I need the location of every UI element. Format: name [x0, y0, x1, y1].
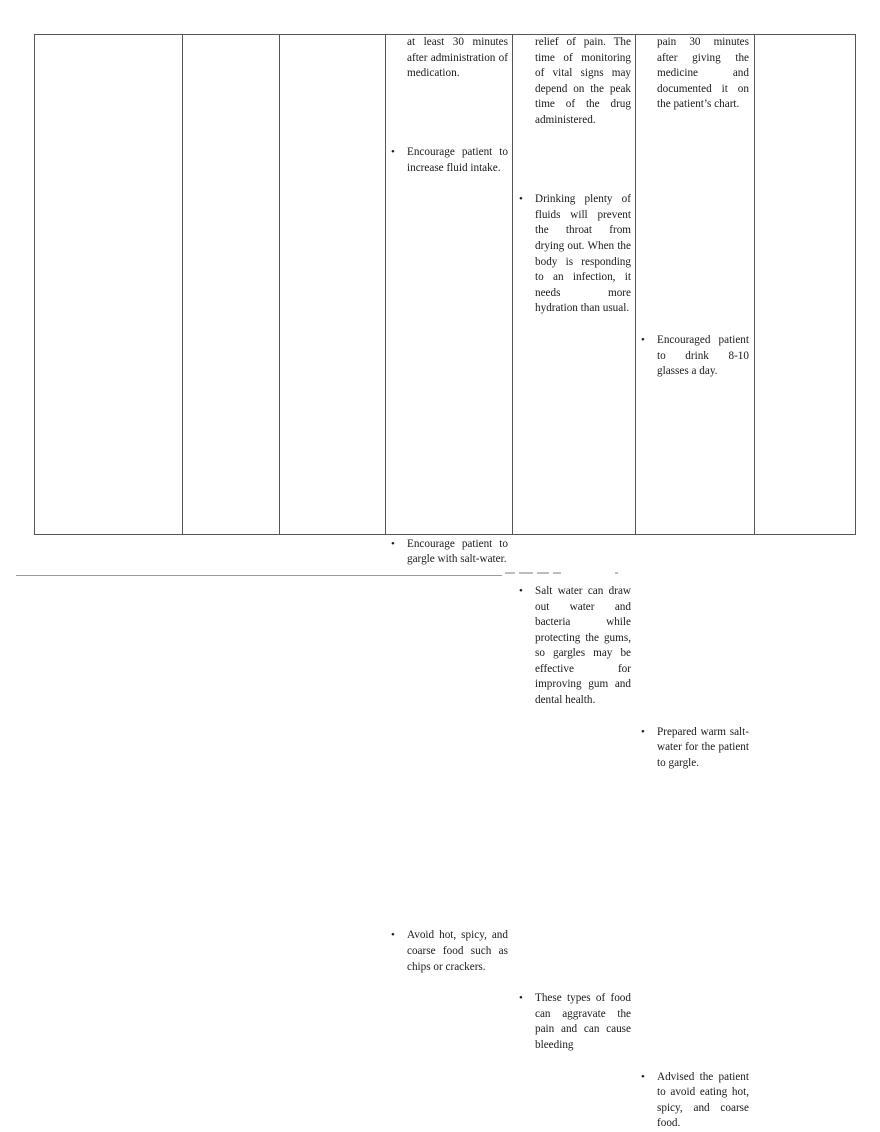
intervention-cell [391, 928, 508, 975]
evaluation-text: pain 30 minutes after giving the medicine and documented it on the patient’s chart. [657, 36, 749, 111]
rationale-cell [519, 991, 631, 1053]
bullet-icon: • [519, 584, 523, 597]
rationale-cell [519, 35, 631, 145]
intervention-text: at least 30 minutes after administration of medication. [407, 36, 508, 80]
intervention-cell [391, 537, 508, 568]
evaluation-text: Advised the patient to avoid eating hot, spicy, and coarse food. [657, 1070, 749, 1130]
intervention-text: Avoid hot, spicy, and coarse food such as chips or crackers. [407, 929, 508, 973]
footer-divider [16, 575, 502, 576]
rationale-cell [519, 192, 631, 317]
evaluation-cell [641, 35, 749, 129]
column-divider [635, 34, 636, 535]
evaluation-cell [641, 1070, 749, 1132]
bullet-icon: • [391, 146, 395, 158]
intervention-cell [391, 145, 508, 176]
intervention-cell [391, 35, 508, 98]
bullet-icon: • [519, 992, 523, 1005]
evaluation-cell [641, 333, 749, 380]
bullet-icon: • [519, 193, 523, 206]
rationale-text: Salt water can draw out water and bacteria while protecting the gums, so gargles may be effective for improving gum and dental health. [535, 584, 631, 707]
bullet-icon: • [391, 537, 395, 550]
footer-faint-marks [505, 570, 625, 576]
rationale-text: These types of food can aggravate the pain and can cause bleeding [535, 992, 631, 1051]
intervention-text: Encourage patient to gargle with salt-water. [407, 537, 508, 566]
evaluation-text: Prepared warm salt-water for the patient to gargle. [657, 725, 749, 769]
bullet-icon: • [641, 725, 645, 738]
bullet-icon: • [391, 929, 395, 942]
rationale-cell [519, 584, 631, 709]
rationale-text: relief of pain. The time of monitoring of vital signs may depend on the peak time of the drug administered. [535, 36, 631, 126]
column-divider [754, 34, 755, 535]
column-divider [512, 34, 513, 535]
bullet-icon: • [641, 1070, 645, 1083]
column-divider [385, 34, 386, 535]
evaluation-cell [641, 725, 749, 772]
rationale-text: Drinking plenty of fluids will prevent the throat from drying out. When the body is responding to an infection, it needs more hydration than usual. [535, 193, 631, 315]
column-divider [182, 34, 183, 535]
bullet-icon: • [641, 333, 645, 346]
intervention-text: Encourage patient to increase fluid intake. [407, 146, 508, 174]
evaluation-text: Encouraged patient to drink 8-10 glasses a day. [657, 333, 749, 378]
column-divider [279, 34, 280, 535]
